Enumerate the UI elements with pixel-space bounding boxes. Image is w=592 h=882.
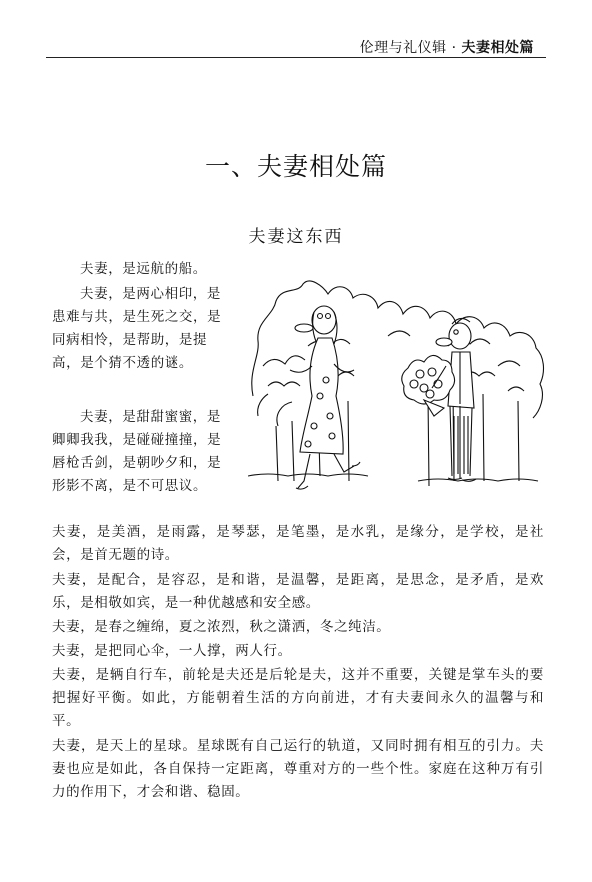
header-text (360, 37, 534, 57)
paragraph-2: 夫妻，是两心相印，是患难与共，是生死之交，是同病相怜，是帮助，是提高，是个猜不透的谜。 (52, 286, 222, 371)
running-header (0, 0, 592, 60)
header-separator: · (451, 40, 457, 56)
paragraph-1: 夫妻，是远航的船。 (80, 261, 207, 277)
section-title: 夫妻这东西 (248, 227, 344, 247)
couple-cartoon-illustration (248, 276, 548, 504)
chapter-title: 一、夫妻相处篇 (204, 152, 387, 181)
header-rule (46, 57, 546, 58)
paragraph-3: 夫妻，是甜甜蜜蜜，是卿卿我我，是碰碰撞撞，是唇枪舌剑，是朝吵夕和，是形影不离，是不可思议。 (52, 409, 222, 494)
paragraph-9: 夫妻，是天上的星球。星球既有自己运行的轨道，又同时拥有相互的引力。夫妻也应是如此，各自保持一定距离，尊重对方的一些个性。家庭在这种万有引力的作用下，才会和谐、稳固。 (52, 738, 544, 800)
paragraph-7: 夫妻，是把同心伞，一人撑，两人行。 (52, 643, 292, 659)
header-book-title: 伦理与礼仪辑 (359, 40, 447, 56)
paragraph-5: 夫妻，是配合，是容忍，是和谐，是温馨，是距离，是思念，是矛盾，是欢乐，是相敬如宾，是一种优越感和安全感。 (52, 572, 544, 611)
paragraph-6: 夫妻，是春之缠绵，夏之浓烈，秋之潇洒，冬之纯洁。 (52, 619, 391, 635)
paragraph-8: 夫妻，是辆自行车，前轮是夫还是后轮是夫，这并不重要，关键是掌车头的要把握好平衡。如此，方能朝着生活的方向前进，才有夫妻间永久的温馨与和平。 (52, 667, 544, 729)
header-section-title: 夫妻相处篇 (461, 40, 534, 56)
paragraph-4: 夫妻，是美酒，是雨露，是琴瑟，是笔墨，是水乳，是缘分，是学校，是社会，是首无题的诗。 (52, 524, 544, 563)
